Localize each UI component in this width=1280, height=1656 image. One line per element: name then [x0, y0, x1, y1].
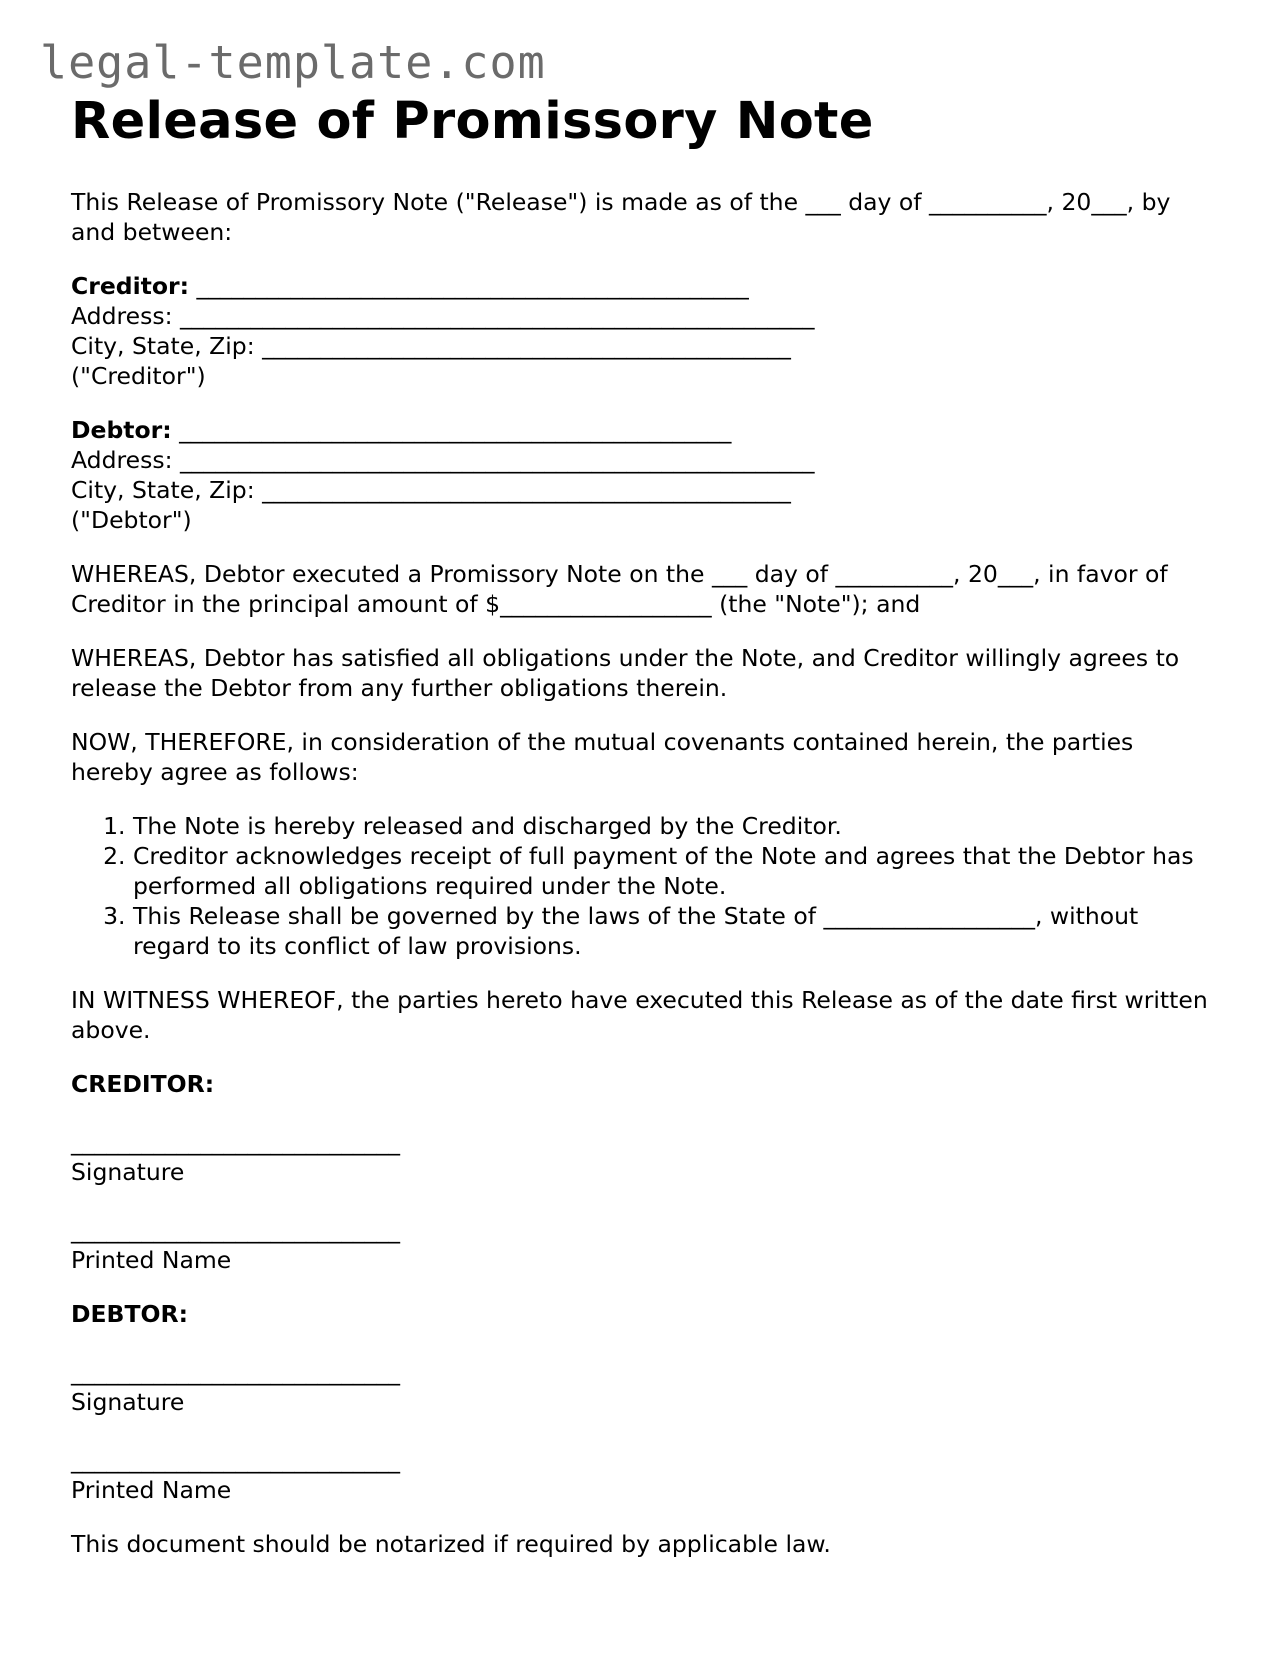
- now-therefore-paragraph: NOW, THEREFORE, in consideration of the mutual covenants contained herein, the parties hereby agree as follows:: [71, 728, 1134, 786]
- debtor-printed-name-label: Printed Name: [71, 1476, 232, 1504]
- debtor-alias: ("Debtor"): [71, 506, 192, 534]
- page-title: Release of Promissory Note: [71, 92, 874, 151]
- term-item: 3. This Release shall be governed by the laws of the State of __________________, without regard to its conflict of law provisions.: [133, 901, 1221, 961]
- debtor-printed-name-line: ____________________________: [71, 1446, 400, 1474]
- creditor-city-state-zip: City, State, Zip: _____________________________________________: [71, 332, 791, 360]
- creditor-printed-name-line: ____________________________: [71, 1216, 400, 1244]
- witness-paragraph: IN WITNESS WHEREOF, the parties hereto have executed this Release as of the date first written above.: [71, 986, 1208, 1044]
- document-page: [71, 90, 1221, 1559]
- debtor-signature-label: Signature: [71, 1388, 185, 1416]
- debtor-signature-line: ____________________________: [71, 1358, 400, 1386]
- creditor-printed-name-label: Printed Name: [71, 1246, 232, 1274]
- debtor-city-state-zip: City, State, Zip: _____________________________________________: [71, 476, 791, 504]
- debtor-label: Debtor:: [71, 416, 172, 444]
- terms-list: [71, 811, 1221, 961]
- creditor-name-row: [71, 271, 1221, 301]
- creditor-name-line: _______________________________________________: [196, 272, 749, 300]
- creditor-address: Address: ______________________________________________________: [71, 302, 815, 330]
- debtor-name-line: _______________________________________________: [179, 416, 732, 444]
- term-item: 2. Creditor acknowledges receipt of full payment of the Note and agrees that the Debtor has performed all obligations required under the Note.: [133, 841, 1221, 901]
- whereas-note-paragraph: WHEREAS, Debtor executed a Promissory Note on the ___ day of __________, 20___, in favor of Creditor in the principal amount of $__________________ (the "Note"); and: [71, 560, 1168, 618]
- debtor-address: Address: ______________________________________________________: [71, 446, 815, 474]
- debtor-signature-heading: DEBTOR:: [71, 1300, 188, 1328]
- whereas-satisfied-paragraph: WHEREAS, Debtor has satisfied all obligations under the Note, and Creditor willingly agrees to release the Debtor from any further obligations therein.: [71, 644, 1180, 702]
- creditor-signature-label: Signature: [71, 1158, 185, 1186]
- term-item: 1. The Note is hereby released and discharged by the Creditor.: [133, 811, 1221, 841]
- intro-paragraph: This Release of Promissory Note ("Release") is made as of the ___ day of __________, 20___, by and between:: [71, 188, 1171, 246]
- debtor-name-row: [71, 415, 1221, 445]
- creditor-label: Creditor:: [71, 272, 190, 300]
- watermark: legal-template.com: [40, 36, 546, 89]
- creditor-block: [71, 271, 1221, 391]
- creditor-alias: ("Creditor"): [71, 362, 206, 390]
- notarization-note: This document should be notarized if required by applicable law.: [71, 1530, 831, 1558]
- creditor-signature-heading: CREDITOR:: [71, 1070, 215, 1098]
- creditor-signature-line: ____________________________: [71, 1128, 400, 1156]
- debtor-block: [71, 415, 1221, 535]
